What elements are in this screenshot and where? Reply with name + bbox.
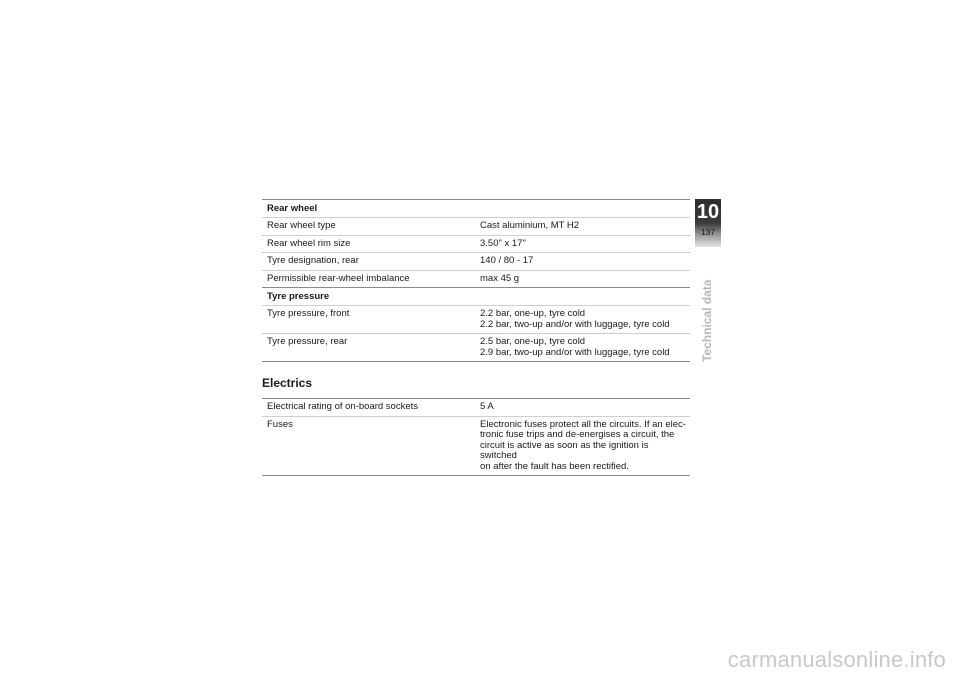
side-label-wrap <box>700 272 716 362</box>
table-row <box>262 334 690 362</box>
table-row <box>262 236 690 254</box>
rear-wheel-heading: Rear wheel <box>262 200 690 218</box>
electrics-section-title: Electrics <box>262 376 313 390</box>
chapter-number: 10 <box>696 201 720 223</box>
chapter-tab <box>695 199 721 247</box>
table-row <box>262 399 690 417</box>
spec-value: 2.2 bar, one-up, tyre cold 2.2 bar, two-up and/or with luggage, tyre cold <box>480 308 670 330</box>
spec-value: 3.50" x 17" <box>480 237 526 249</box>
spec-value: 5 A <box>480 401 494 412</box>
spec-label: Permissible rear-wheel imbalance <box>267 272 410 284</box>
table-row <box>262 306 690 334</box>
spec-label: Tyre pressure, front <box>267 308 350 319</box>
table-row <box>262 271 690 289</box>
spec-label: Rear wheel type <box>267 220 336 231</box>
spec-content <box>262 199 690 476</box>
spec-value: 140 / 80 - 17 <box>480 255 534 266</box>
spec-label: Rear wheel rim size <box>267 237 351 249</box>
spec-label: Tyre pressure, rear <box>267 336 348 347</box>
spec-label: Tyre designation, rear <box>267 255 359 266</box>
chapter-side-label: Technical data <box>700 279 714 362</box>
watermark: carmanualsonline.info <box>727 647 946 672</box>
table-row <box>262 417 690 477</box>
spec-label: Electrical rating of on-board sockets <box>267 401 419 412</box>
spec-label: Fuses <box>267 418 293 430</box>
tyre-pressure-heading: Tyre pressure <box>262 288 690 306</box>
table-row <box>262 253 690 271</box>
spec-value: max 45 g <box>480 272 520 284</box>
page-number: 137 <box>700 227 716 237</box>
spec-value: 2.5 bar, one-up, tyre cold 2.9 bar, two-up and/or with luggage, tyre cold <box>480 336 670 358</box>
spec-value: Cast aluminium, MT H2 <box>480 220 580 231</box>
table-row <box>262 218 690 236</box>
spec-value: Electronic fuses protect all the circuits. If an elec- tronic fuse trips and de-energises a circuit, the circuit is active as soon as the ignition is switched on after the fault has been rectified. <box>480 418 686 472</box>
